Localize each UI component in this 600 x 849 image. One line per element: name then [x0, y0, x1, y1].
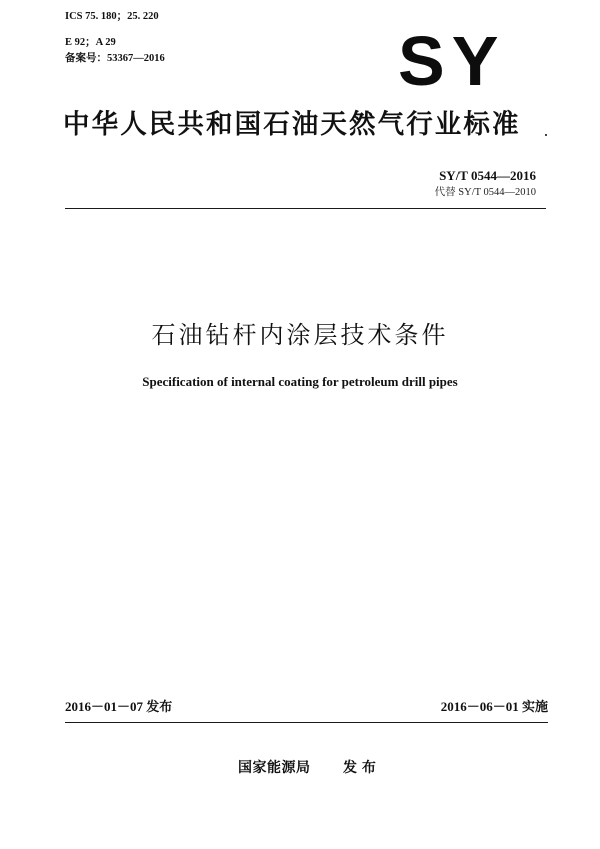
document-title-chinese: 石油钻杆内涂层技术条件 — [151, 321, 449, 349]
issuer-name: 国家能源局 — [238, 760, 311, 776]
ccs-code: E 92；A 29 — [65, 37, 116, 48]
document-title-english: Specification of internal coating for petroleum drill pipes — [142, 374, 458, 389]
issue-date: 2016－01－07 发布 — [65, 699, 173, 714]
ics-code: ICS 75. 180；25. 220 — [65, 11, 159, 22]
filing-number: 备案号：53367—2016 — [65, 53, 165, 64]
top-divider — [65, 208, 546, 209]
scan-mark — [545, 134, 547, 136]
standard-number: SY/T 0544—2016 — [439, 168, 536, 183]
page-title: 中华人民共和国石油天然气行业标准 — [63, 109, 521, 140]
effective-date: 2016－06－01 实施 — [440, 699, 548, 714]
bottom-divider — [65, 722, 548, 723]
issuer-action: 发 布 — [343, 760, 376, 776]
sy-logo: SY — [398, 22, 506, 100]
replaced-standard: 代替 SY/T 0544—2010 — [434, 187, 536, 198]
